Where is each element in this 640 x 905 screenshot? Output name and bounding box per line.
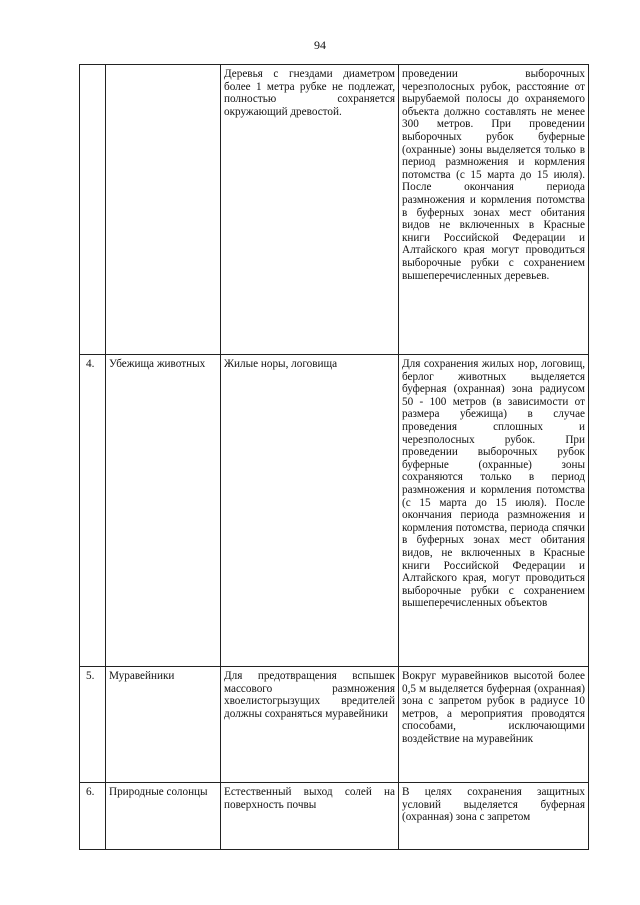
object-name: Муравейники bbox=[106, 667, 221, 783]
row-number bbox=[80, 65, 106, 355]
object-description: Естественный выход солей на поверхность почвы bbox=[221, 783, 399, 850]
object-description: Деревья с гнездами диаметром более 1 метра рубке не подлежат, полностью сохраняется окружающий древостой. bbox=[221, 65, 399, 355]
row-number: 4. bbox=[80, 355, 106, 667]
measures-table bbox=[79, 64, 589, 850]
object-description: Жилые норы, логовища bbox=[221, 355, 399, 667]
table-row bbox=[80, 783, 589, 850]
object-name: Природные солонцы bbox=[106, 783, 221, 850]
page-number: 94 bbox=[314, 38, 326, 52]
object-name bbox=[106, 65, 221, 355]
object-name: Убежища животных bbox=[106, 355, 221, 667]
row-number: 6. bbox=[80, 783, 106, 850]
table-row bbox=[80, 355, 589, 667]
table-row bbox=[80, 65, 589, 355]
object-description: Для предотвращения вспышек массового размножения хвоелистогрызущих вредителей должны сохраняться муравейники bbox=[221, 667, 399, 783]
protection-measures: Для сохранения жилых нор, логовищ, берлог животных выделяется буферная (охранная) зона радиусом 50 - 100 метров (в зависимости от размера убежища) в случае проведения сплошных и черезполосных рубок. При проведении выборочных рубок буферные (охранные) зоны сохраняются только в период размножения и кормления потомства (с 15 марта до 15 июля). После окончания периода размножения и кормления потомства, периода спячки в буферных зонах мест обитания видов, не включенных в Красные книги Российской Федерации и Алтайского края, могут проводиться выборочные рубки с сохранением вышеперечисленных объектов bbox=[399, 355, 589, 667]
row-number: 5. bbox=[80, 667, 106, 783]
table-row bbox=[80, 667, 589, 783]
protection-measures: В целях сохранения защитных условий выделяется буферная (охранная) зона с запретом bbox=[399, 783, 589, 850]
protection-measures: проведении выборочных черезполосных рубок, расстояние от вырубаемой полосы до охраняемого объекта должно составлять не менее 300 метров. При проведении выборочных рубок буферные (охранные) зоны выделяется только в период размножения и кормления потомства (с 15 марта до 15 июля). После окончания периода размножения и кормления потомства в буферных зонах мест обитания видов не включенных в Красные книги Российской Федерации и Алтайского края могут проводиться выборочные рубки с сохранением вышеперечисленных деревьев. bbox=[399, 65, 589, 355]
protection-measures: Вокруг муравейников высотой более 0,5 м выделяется буферная (охранная) зона с запретом рубок в радиусе 10 метров, а мероприятия проводятся способами, исключающими воздействие на муравейник bbox=[399, 667, 589, 783]
